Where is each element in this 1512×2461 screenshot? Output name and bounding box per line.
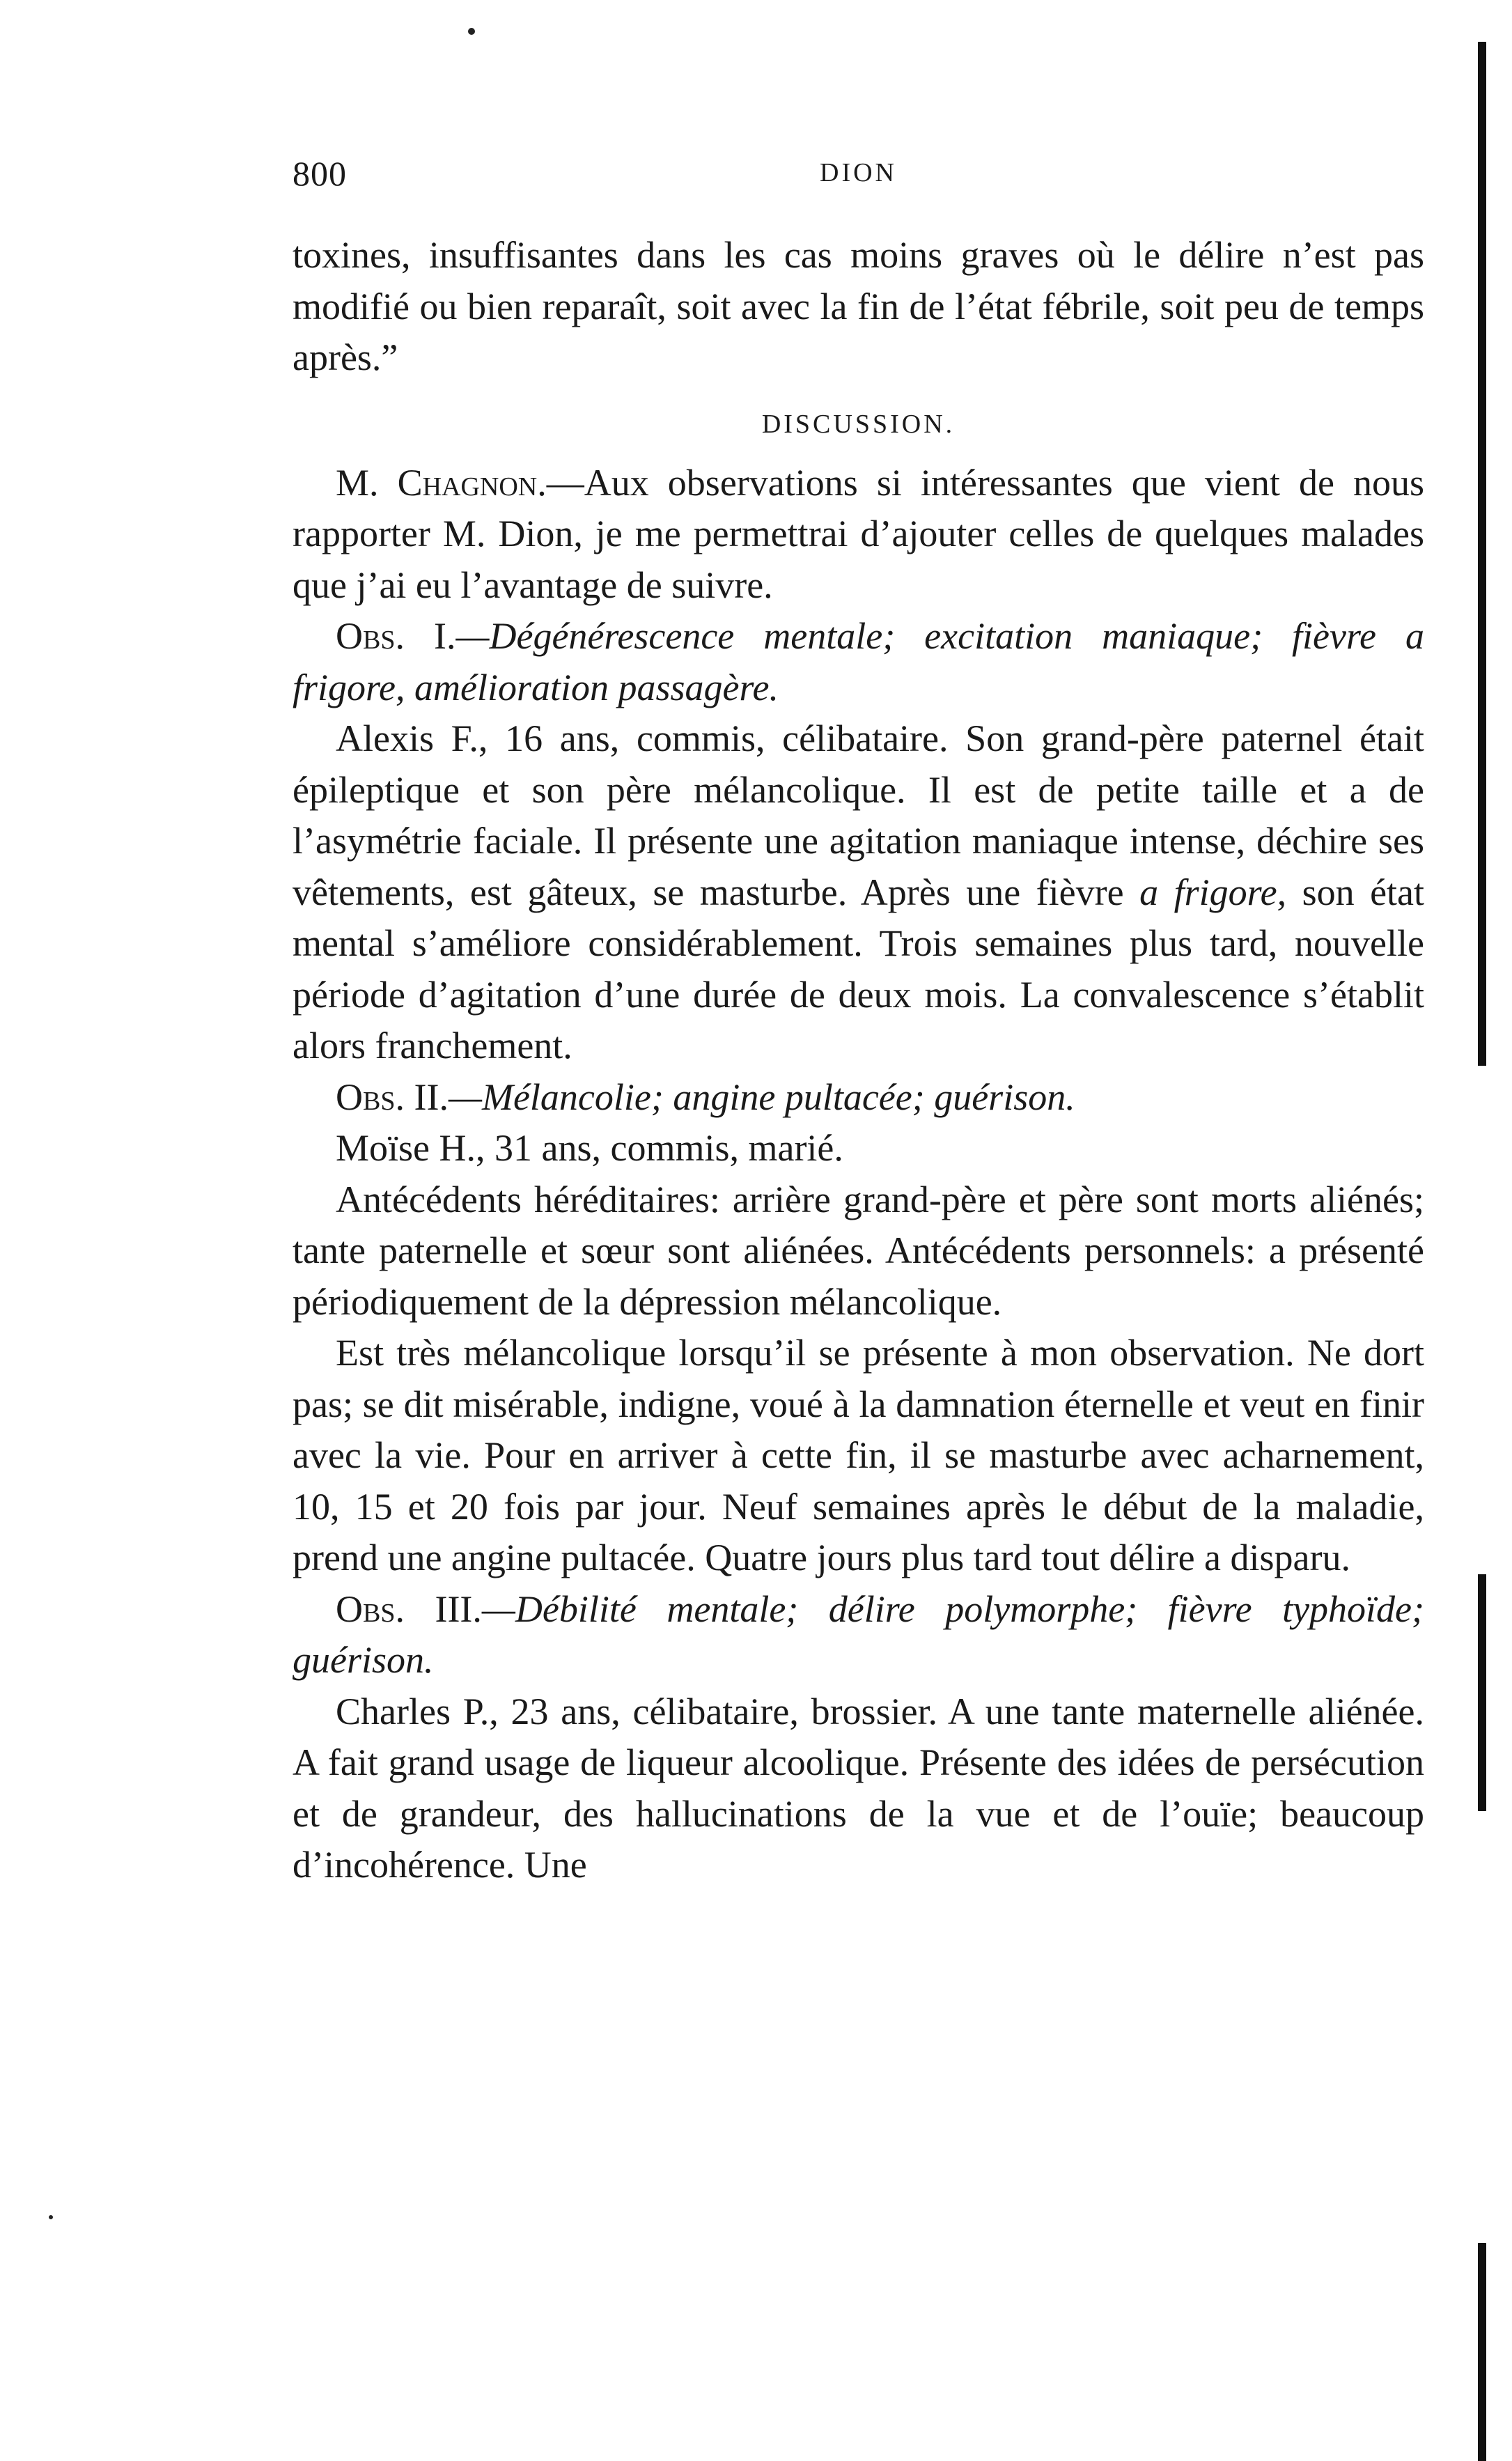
paragraph-observation-moise: Est très mélancolique lorsqu’il se présente à mon observation. Ne dort pas; se dit misérable, indigne, voué à la damnation éternelle et veut en finir avec la vie. Pour en arriver à cette fin, il se masturbe avec acharnement, 10, 15 et 20 fois par jour. Neuf semaines après le début de la maladie, prend une angine pultacée. Quatre jours plus tard tout délire a disparu. [293, 1332, 1424, 1578]
observation-label: Obs. II. [336, 1076, 449, 1118]
observation-3-heading [293, 1584, 1424, 1686]
paragraph-charles: Charles P., 23 ans, célibataire, brossier. A une tante maternelle aliénée. A fait grand usage de liqueur alcoolique. Présente des idées de persécution et de grandeur, des hallucinations de la vue et de l’ouïe; beaucoup d’incohérence. Une [293, 1690, 1424, 1886]
paragraph-chagnon-text: —Aux observations si intéressantes que vient de nous rapporter M. Dion, je me permettrai d’ajouter celles de quelques malades que j’ai eu l’avantage de suivre. [293, 461, 1424, 606]
observation-title: —Mélancolie; angine pultacée; guérison. [448, 1076, 1075, 1118]
observation-title: —Débilité mentale; délire polymorphe; fièvre typhoïde; guérison. [293, 1587, 1424, 1681]
paragraph-continuation: toxines, insuffisantes dans les cas moins graves où le délire n’est pas modifié ou bien reparaît, soit avec la fin de l’état fébrile, soit peu de temps après.” [293, 234, 1424, 378]
scan-edge-shadow-bottom [1478, 2243, 1486, 2461]
paragraph-antecedents: Antécédents héréditaires: arrière grand-père et père sont morts aliénés; tante paternelle et sœur sont aliénées. Antécédents personnels: a présenté périodiquement de la dépression mélancolique. [293, 1178, 1424, 1323]
scan-edge-shadow-top [1478, 42, 1486, 1066]
page-body [293, 230, 1424, 1891]
page-header [293, 153, 1424, 202]
observation-title: —Dégénérescence mentale; excitation maniaque; fièvre a frigore, amélioration passagère. [293, 615, 1424, 708]
paragraph-alexis-text: Alexis F., 16 ans, commis, célibataire. Son grand-père paternel était épileptique et son père mélancolique. Il est de petite taille et a de l’asymétrie faciale. Il présente une agitation maniaque intense, déchire ses vêtements, est gâteux, se masturbe. Après une fièvre [293, 717, 1424, 913]
scan-speck [49, 2215, 53, 2219]
speaker-name: M. Chagnon. [336, 461, 547, 504]
paragraph-alexis [293, 713, 1424, 1072]
scan-speck [468, 28, 475, 35]
observation-label: Obs. III. [336, 1587, 482, 1630]
paragraph-chagnon [293, 458, 1424, 612]
running-title: DION [820, 158, 897, 187]
paragraph-alexis-end: son état mental s’améliore considérablement. Trois semaines plus tard, nouvelle période d’agitation d’une durée de deux mois. La convalescence s’établit alors franchement. [293, 871, 1425, 1066]
section-heading-discussion: DISCUSSION. [761, 409, 956, 439]
paragraph-moise: Moïse H., 31 ans, commis, marié. [336, 1127, 843, 1169]
observation-2-heading [293, 1072, 1424, 1124]
scan-edge-shadow-middle [1478, 1574, 1486, 1811]
observation-1-heading [293, 611, 1424, 713]
latin-term: a frigore, [1139, 871, 1287, 913]
page-number: 800 [293, 154, 347, 193]
observation-label: Obs. I. [336, 615, 456, 657]
